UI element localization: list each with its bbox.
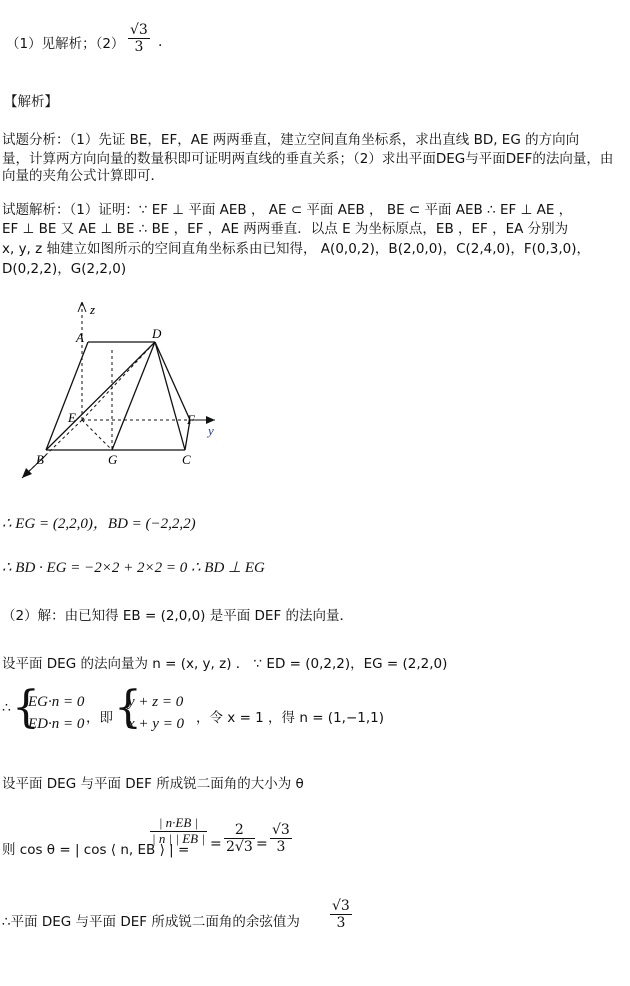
conclusion-den: 3 bbox=[336, 915, 346, 932]
conclusion-fraction bbox=[330, 898, 352, 931]
solution-line-2: EF ⊥ BE 又 AE ⊥ BE ∴ BE ，EF ，AE 两两垂直．以点 E 为坐标原点，EB ，EF ，EA 分别为 bbox=[2, 221, 569, 237]
conclusion-num: √3 bbox=[332, 898, 350, 914]
z-axis-arrow-l bbox=[78, 302, 82, 312]
analysis-line-1: 试题分析：（1）先证 BE，EF，AE 两两垂直，建立空间直角坐标系，求出直线 BD, EG 的方向向 bbox=[2, 132, 580, 148]
solution-line-1: 试题解析：（1）证明：∵ EF ⊥ 平面 AEB ， AE ⊂ 平面 AEB ， BE ⊂ 平面 AEB ∴ EF ⊥ AE ， bbox=[2, 202, 573, 218]
analysis-line-2: 量，计算两方向向量的数量积即可证明两直线的垂直关系；（2）求出平面DEG与平面DEF的法向量，由 bbox=[2, 151, 614, 167]
part2-intro: （2）解：由已知得 EB = (2,0,0) 是平面 DEF 的法向量． bbox=[2, 608, 354, 624]
label-G: G bbox=[108, 452, 118, 467]
label-D: D bbox=[152, 326, 162, 341]
normal-vector-setup: 设平面 DEG 的法向量为 n = (x, y, z) ． ∵ ED = (0,2,2)，EG = (2,2,0) bbox=[2, 656, 448, 672]
solution-line-4: D(0,2,2)，G(2,2,0) bbox=[2, 261, 127, 277]
cos-mid-num: 2 bbox=[224, 822, 255, 839]
label-E: E bbox=[68, 410, 76, 425]
answer-fraction bbox=[128, 22, 150, 55]
left-brace-2: { bbox=[114, 682, 142, 733]
edge-DG bbox=[112, 342, 155, 450]
answer-fraction-den: 3 bbox=[134, 39, 144, 56]
label-B: B bbox=[36, 452, 44, 467]
label-A: A bbox=[76, 330, 84, 345]
sys-mid-text: ，即 bbox=[86, 710, 113, 726]
sys-right-eq-1: y + z = 0 bbox=[128, 694, 184, 710]
edge-ED bbox=[82, 342, 155, 420]
answer-fraction-num: √3 bbox=[130, 22, 148, 38]
sys-right-eq-2: x + y = 0 bbox=[128, 716, 185, 732]
conclusion-text: ∴平面 DEG 与平面 DEF 所成锐二面角的余弦值为 bbox=[2, 914, 300, 930]
angle-setup: 设平面 DEG 与平面 DEF 所成锐二面角的大小为 θ bbox=[2, 776, 304, 792]
left-brace-1: { bbox=[12, 682, 40, 733]
answer-part1: （1）见解析；（2） bbox=[6, 36, 125, 52]
vector-eq-line: ∴ EG = (2,2,0)，BD = (−2,2,2) bbox=[2, 516, 196, 532]
section-header: 【解析】 bbox=[4, 94, 58, 110]
cos-mid-den: 2√3 bbox=[226, 839, 253, 856]
sys-end-text: ，令 x = 1 ，得 n = (1,−1,1) bbox=[196, 710, 384, 726]
therefore-sign: ∴ bbox=[2, 700, 11, 716]
label-C: C bbox=[182, 452, 191, 467]
label-F: F bbox=[187, 412, 195, 427]
sys-left-eq-1: EG·n = 0 bbox=[28, 694, 85, 710]
geometry-figure bbox=[10, 290, 240, 490]
cos-fraction-main bbox=[150, 816, 207, 847]
edge-DC bbox=[155, 342, 185, 450]
equals-1: = bbox=[210, 836, 222, 852]
cos-frac-num: | n·EB | bbox=[150, 816, 207, 832]
dot-product-line: ∴ BD · EG = −2×2 + 2×2 = 0 ∴ BD ⊥ EG bbox=[2, 560, 265, 576]
solution-line-3: x, y, z 轴建立如图所示的空间直角坐标系由已知得， A(0,0,2)，B(2,0,0)，C(2,4,0)，F(0,3,0)， bbox=[2, 241, 591, 257]
cos-fraction-result bbox=[270, 822, 292, 855]
equals-2: = bbox=[256, 836, 268, 852]
label-z: z bbox=[90, 302, 96, 317]
cos-result-den: 3 bbox=[276, 839, 286, 856]
cos-result-num: √3 bbox=[272, 822, 290, 838]
cos-frac-den: | n | | EB | bbox=[152, 830, 205, 846]
edge-BD bbox=[46, 342, 155, 450]
z-axis-arrow-r bbox=[82, 302, 86, 312]
label-y: y bbox=[208, 423, 214, 438]
cos-prefix: 则 cos θ = | cos ⟨ n, EB ⟩ | = bbox=[2, 842, 190, 858]
edge-EG bbox=[82, 420, 112, 450]
answer-end: . bbox=[158, 34, 163, 50]
sys-left-eq-2: ED·n = 0 bbox=[28, 716, 85, 732]
edge-DF bbox=[155, 342, 190, 420]
cos-fraction-mid bbox=[224, 822, 255, 855]
analysis-line-3: 向量的夹角公式计算即可． bbox=[2, 168, 164, 184]
